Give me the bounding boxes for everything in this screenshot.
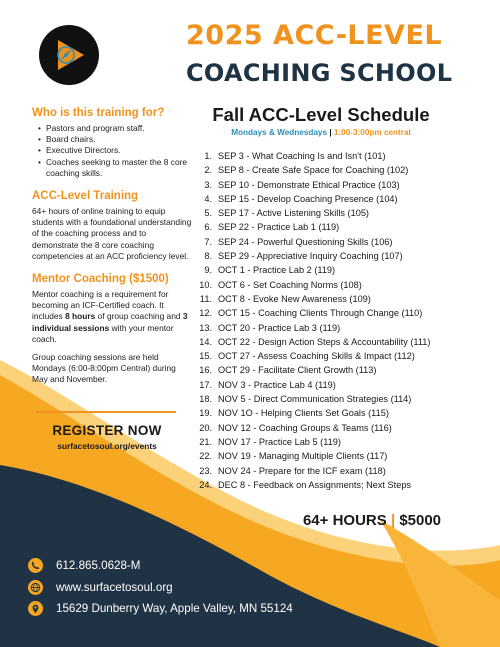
schedule-item-text: SEP 22 - Practice Lab 1 (119) bbox=[218, 222, 340, 233]
mentor-schedule-text: Group coaching sessions are held Mondays (6:00-8:00pm Central) during May and November. bbox=[32, 352, 176, 385]
schedule-item bbox=[196, 464, 486, 478]
schedule-item bbox=[196, 149, 486, 163]
schedule-item-number: 18. bbox=[199, 394, 212, 405]
schedule-item-text: NOV 19 - Managing Multiple Clients (117) bbox=[218, 451, 388, 462]
schedule-item bbox=[196, 163, 486, 177]
logo bbox=[38, 24, 100, 86]
schedule-item bbox=[196, 206, 486, 220]
schedule-item-number: 13. bbox=[199, 322, 212, 333]
hours-total: 64+ HOURS bbox=[302, 512, 387, 529]
schedule-item-number: 1. bbox=[204, 151, 212, 161]
title-line-1: 2025 ACC-LEVEL bbox=[186, 20, 443, 51]
schedule-item-number: 8. bbox=[204, 251, 212, 262]
website-link[interactable]: www.surfacetosoul.org bbox=[56, 581, 173, 594]
schedule-item-text: NOV 17 - Practice Lab 5 (119) bbox=[218, 436, 341, 447]
schedule-item bbox=[196, 263, 486, 277]
mentor-text: Mentor coaching is a requirement for becoming an ICF-Certified coach. It includes 8 hours of group coaching and 3 individual sessions with your mentor coach. bbox=[32, 289, 188, 344]
who-item: • Board chairs. bbox=[38, 134, 192, 145]
schedule-item-text: NOV 12 - Coaching Groups & Teams (116) bbox=[218, 422, 392, 433]
phone-icon bbox=[28, 558, 43, 573]
schedule-item bbox=[196, 478, 486, 492]
schedule-item bbox=[196, 220, 486, 234]
schedule-item-text: OCT 6 - Set Coaching Norms (108) bbox=[218, 279, 362, 290]
mentor-sessions: 3 individual sessions bbox=[32, 311, 188, 333]
globe-icon bbox=[28, 580, 43, 595]
contact-phone bbox=[28, 558, 140, 573]
schedule-item bbox=[196, 421, 486, 435]
schedule-item-number: 4. bbox=[204, 193, 212, 204]
schedule-days: Mondays & Wednesdays bbox=[231, 128, 328, 137]
schedule-item-number: 22. bbox=[199, 451, 212, 462]
divider bbox=[36, 411, 176, 413]
schedule-item-number: 3. bbox=[204, 179, 212, 190]
acc-heading: ACC-Level Training bbox=[32, 190, 139, 203]
schedule-item bbox=[196, 378, 486, 392]
schedule-item bbox=[196, 249, 486, 263]
schedule-item bbox=[196, 192, 486, 206]
schedule-list bbox=[196, 149, 486, 492]
schedule-item-text: SEP 17 - Active Listening Skills (105) bbox=[218, 208, 369, 219]
schedule-item-text: NOV 3 - Practice Lab 4 (119) bbox=[218, 379, 336, 390]
schedule-item bbox=[196, 349, 486, 363]
schedule-item bbox=[196, 321, 486, 335]
who-item: • Coaches seeking to master the 8 core coaching skills. bbox=[38, 157, 192, 179]
schedule-item-text: NOV 1O - Helping Clients Set Goals (115) bbox=[218, 408, 389, 419]
schedule-item bbox=[196, 306, 486, 320]
schedule-item-text: OCT 1 - Practice Lab 2 (119) bbox=[218, 265, 336, 276]
schedule-item-number: 15. bbox=[199, 351, 212, 362]
schedule-item-number: 12. bbox=[199, 308, 212, 319]
schedule-item-text: DEC 8 - Feedback on Assignments; Next Steps bbox=[218, 479, 412, 490]
schedule-item-number: 14. bbox=[199, 336, 212, 347]
schedule-item-number: 23. bbox=[199, 465, 212, 476]
schedule-item-text: OCT 20 - Practice Lab 3 (119) bbox=[218, 322, 341, 333]
schedule-item-number: 16. bbox=[199, 365, 212, 376]
who-list bbox=[38, 123, 192, 179]
schedule-item bbox=[196, 449, 486, 463]
schedule-item-text: NOV 24 - Prepare for the ICF exam (118) bbox=[218, 465, 386, 476]
schedule-item-text: SEP 10 - Demonstrate Ethical Practice (103) bbox=[218, 179, 400, 190]
schedule-item-number: 10. bbox=[199, 279, 212, 290]
schedule-item bbox=[196, 278, 486, 292]
schedule-item-text: OCT 29 - Facilitate Client Growth (113) bbox=[218, 365, 377, 376]
schedule-item bbox=[196, 406, 486, 420]
schedule-item bbox=[196, 292, 486, 306]
schedule-item-text: SEP 15 - Develop Coaching Presence (104) bbox=[218, 193, 398, 204]
schedule-item-number: 2. bbox=[204, 165, 212, 176]
schedule-item bbox=[196, 392, 486, 406]
hours-price: 64+ HOURS | $5000 bbox=[302, 512, 442, 529]
schedule-item-number: 19. bbox=[199, 408, 212, 419]
schedule-item-number: 11. bbox=[199, 293, 212, 304]
schedule-item-text: OCT 15 - Coaching Clients Through Change (110) bbox=[218, 308, 423, 319]
schedule-item-number: 7. bbox=[204, 236, 212, 247]
mentor-heading: Mentor Coaching ($1500) bbox=[32, 273, 169, 286]
register-heading: REGISTER NOW bbox=[52, 423, 162, 438]
address-text: 15629 Dunberry Way, Apple Valley, MN 55124 bbox=[56, 602, 293, 615]
schedule-item-number: 6. bbox=[204, 222, 212, 233]
who-heading: Who is this training for? bbox=[32, 107, 165, 119]
schedule-item-text: SEP 24 - Powerful Questioning Skills (106) bbox=[218, 236, 393, 247]
location-pin-icon bbox=[28, 601, 43, 616]
schedule-item-text: SEP 8 - Create Safe Space for Coaching (102) bbox=[218, 165, 409, 176]
register-link[interactable]: surfacetosoul.org/events bbox=[57, 441, 157, 451]
left-column bbox=[32, 106, 192, 386]
schedule-item-text: NOV 5 - Direct Communication Strategies (114) bbox=[218, 394, 412, 405]
schedule-item bbox=[196, 335, 486, 349]
schedule-item-text: SEP 3 - What Coaching Is and Isn't (101) bbox=[218, 151, 386, 161]
schedule-subtitle: Mondays & Wednesdays | 1:00-3:00pm central bbox=[231, 128, 411, 137]
schedule-item bbox=[196, 363, 486, 377]
schedule-item-number: 5. bbox=[204, 208, 212, 219]
schedule-item-number: 9. bbox=[204, 265, 212, 276]
schedule-item-number: 20. bbox=[199, 422, 212, 433]
acc-text: 64+ hours of online training to equip students with a foundational understanding of the coaching process and to demonstrate the 8 core coaching competencies at an ACC proficiency level. bbox=[32, 206, 192, 261]
schedule-item-number: 21. bbox=[199, 436, 212, 447]
schedule-item-number: 17. bbox=[199, 379, 212, 390]
schedule-item bbox=[196, 435, 486, 449]
schedule-item-text: OCT 27 - Assess Coaching Skills & Impact (112) bbox=[218, 351, 415, 362]
schedule-item bbox=[196, 178, 486, 192]
schedule-item-text: OCT 22 - Design Action Steps & Accountability (111) bbox=[218, 336, 431, 347]
contact-address bbox=[28, 601, 293, 616]
who-item: • Pastors and program staff. bbox=[38, 123, 192, 134]
contact-website bbox=[28, 580, 173, 595]
schedule-item-text: OCT 8 - Evoke New Awareness (109) bbox=[218, 293, 371, 304]
mentor-hours: 8 hours bbox=[65, 311, 96, 322]
schedule-item bbox=[196, 235, 486, 249]
title-line-2: COACHING SCHOOL bbox=[186, 59, 453, 87]
schedule-item-text: SEP 29 - Appreciative Inquiry Coaching (107) bbox=[218, 251, 403, 262]
who-item: • Executive Directors. bbox=[38, 145, 192, 156]
price-total: $5000 bbox=[399, 512, 442, 529]
schedule-item-number: 24. bbox=[199, 479, 212, 490]
phone-number[interactable]: 612.865.0628-M bbox=[56, 559, 141, 572]
schedule-title: Fall ACC-Level Schedule bbox=[212, 104, 430, 125]
schedule-time: 1:00-3:00pm central bbox=[333, 128, 411, 137]
